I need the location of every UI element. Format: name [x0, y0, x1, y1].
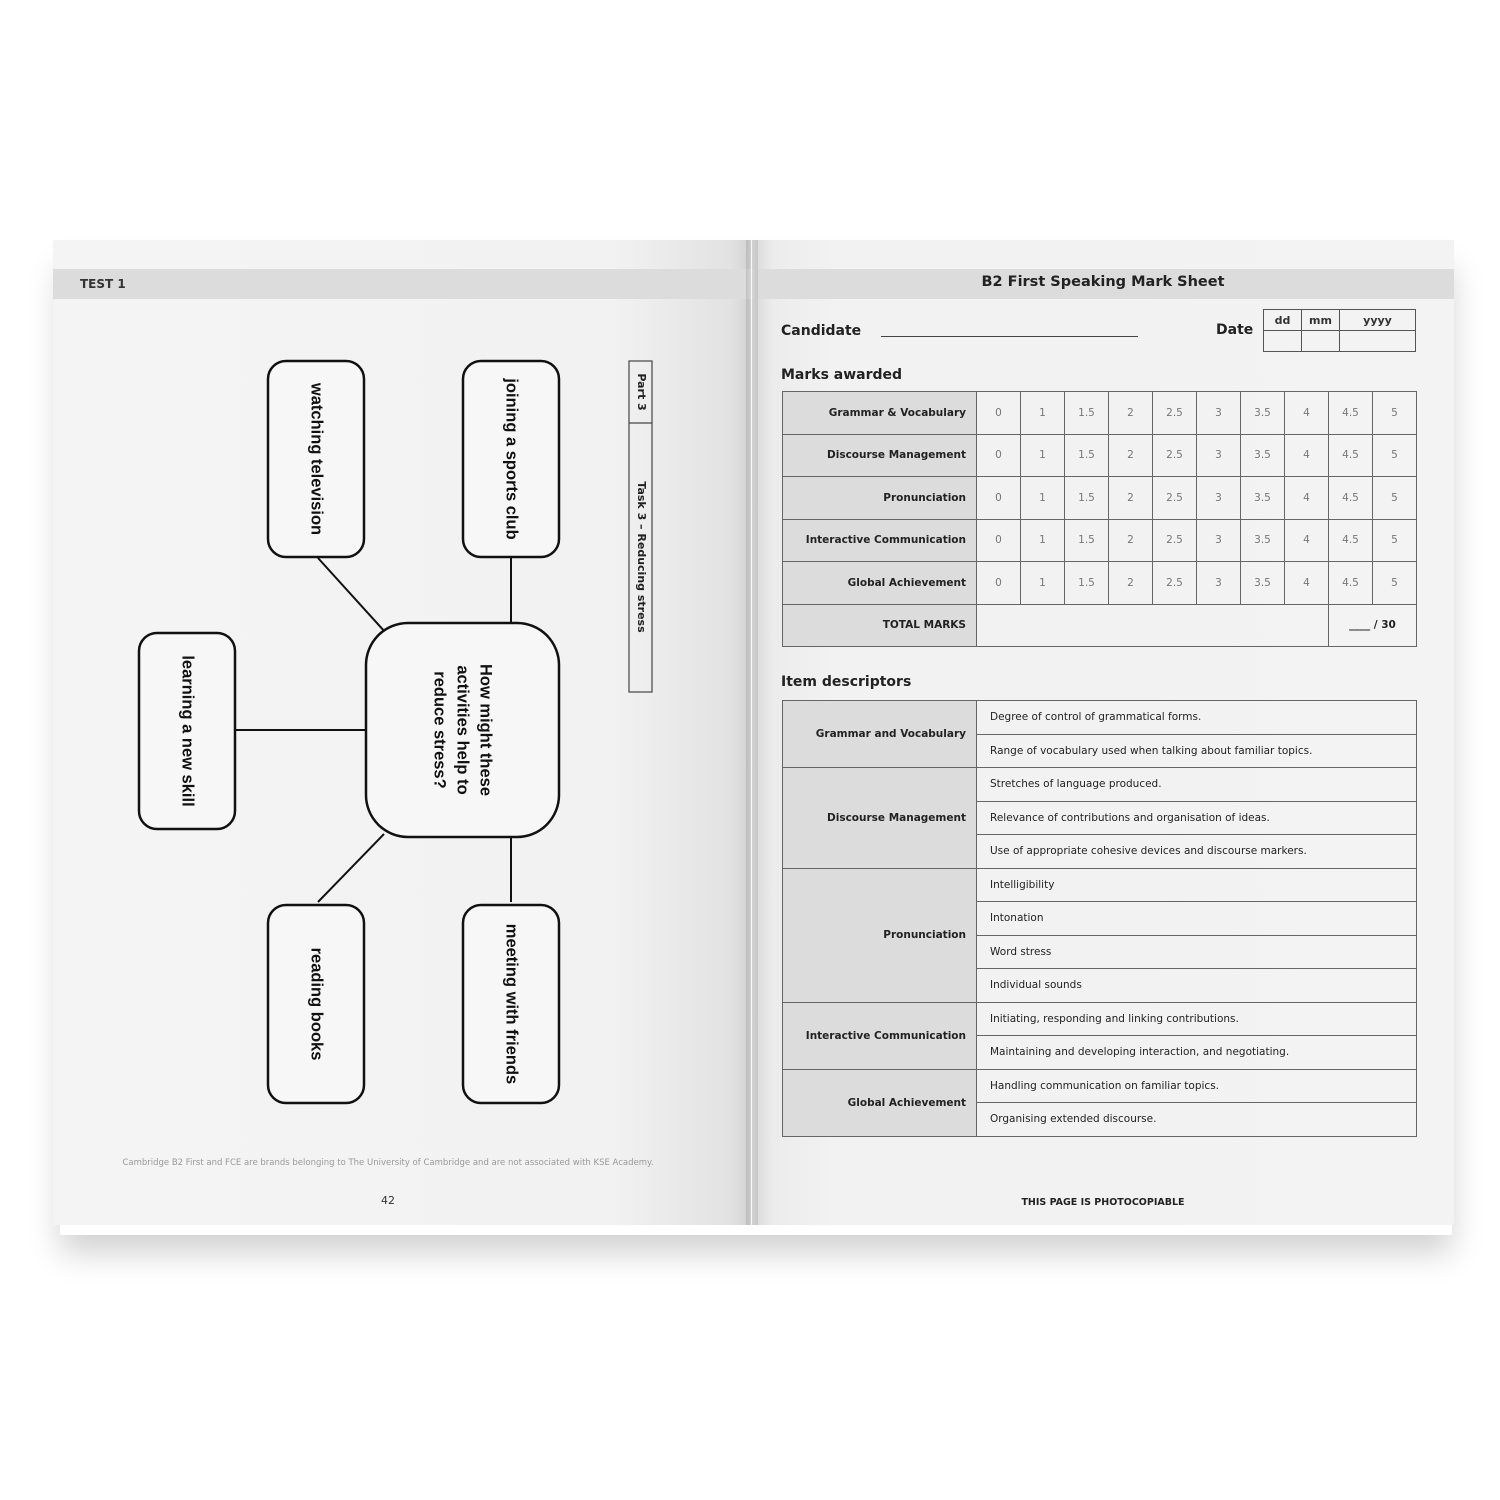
- score-option[interactable]: 2: [1109, 477, 1153, 520]
- photocopiable-notice: THIS PAGE IS PHOTOCOPIABLE: [1021, 1197, 1185, 1208]
- score-option[interactable]: 4: [1285, 477, 1329, 520]
- total-marks-value[interactable]: ____ / 30: [1329, 604, 1417, 647]
- center-question-line-3: reduce stress?: [430, 671, 449, 789]
- descriptor-row: [783, 868, 1417, 902]
- score-option[interactable]: 5: [1373, 392, 1417, 435]
- score-option[interactable]: 1: [1021, 434, 1065, 477]
- marks-row: [783, 477, 1417, 520]
- score-option[interactable]: 4: [1285, 392, 1329, 435]
- score-option[interactable]: 3: [1197, 392, 1241, 435]
- book-spine: [746, 240, 758, 1225]
- descriptor-item: Organising extended discourse.: [977, 1103, 1417, 1137]
- score-option[interactable]: 1: [1021, 477, 1065, 520]
- marks-row: [783, 392, 1417, 435]
- score-option[interactable]: 2.5: [1153, 434, 1197, 477]
- item-descriptors-table: [782, 700, 1417, 1137]
- descriptor-item: Maintaining and developing interaction, and negotiating.: [977, 1036, 1417, 1070]
- descriptor-item: Individual sounds: [977, 969, 1417, 1003]
- candidate-name-field[interactable]: [881, 336, 1138, 337]
- total-blank-cell: [977, 604, 1329, 647]
- score-option[interactable]: 3.5: [1241, 519, 1285, 562]
- score-option[interactable]: 3: [1197, 477, 1241, 520]
- score-option[interactable]: 1: [1021, 562, 1065, 605]
- descriptor-item: Relevance of contributions and organisation of ideas.: [977, 801, 1417, 835]
- mark-sheet-title: B2 First Speaking Mark Sheet: [981, 274, 1225, 290]
- test-label: TEST 1: [80, 277, 126, 291]
- descriptor-category: Grammar and Vocabulary: [783, 701, 977, 768]
- date-fields-table: [1263, 309, 1416, 352]
- total-marks-label: TOTAL MARKS: [783, 604, 977, 647]
- right-header-bar: [752, 269, 1454, 299]
- marks-table: [782, 391, 1417, 647]
- score-option[interactable]: 1.5: [1065, 562, 1109, 605]
- score-option[interactable]: 3: [1197, 562, 1241, 605]
- score-option[interactable]: 0: [977, 562, 1021, 605]
- score-option[interactable]: 0: [977, 392, 1021, 435]
- prompt-bottom-left: reading books: [307, 947, 326, 1061]
- score-option[interactable]: 0: [977, 434, 1021, 477]
- criterion-label: Grammar & Vocabulary: [783, 392, 977, 435]
- score-option[interactable]: 3.5: [1241, 392, 1285, 435]
- descriptor-item: Handling communication on familiar topics.: [977, 1069, 1417, 1103]
- score-option[interactable]: 2.5: [1153, 392, 1197, 435]
- date-label: Date: [1216, 322, 1254, 338]
- score-option[interactable]: 3: [1197, 434, 1241, 477]
- descriptor-item: Degree of control of grammatical forms.: [977, 701, 1417, 735]
- score-option[interactable]: 1.5: [1065, 519, 1109, 562]
- score-option[interactable]: 3: [1197, 519, 1241, 562]
- criterion-label: Pronunciation: [783, 477, 977, 520]
- descriptor-item: Use of appropriate cohesive devices and discourse markers.: [977, 835, 1417, 869]
- descriptor-item: Stretches of language produced.: [977, 768, 1417, 802]
- total-row: [783, 604, 1417, 647]
- marks-row: [783, 434, 1417, 477]
- prompt-left: learning a new skill: [178, 655, 197, 807]
- score-option[interactable]: 4.5: [1329, 519, 1373, 562]
- score-option[interactable]: 4.5: [1329, 434, 1373, 477]
- score-option[interactable]: 1: [1021, 392, 1065, 435]
- descriptor-row: [783, 701, 1417, 735]
- score-option[interactable]: 2.5: [1153, 562, 1197, 605]
- score-option[interactable]: 3.5: [1241, 434, 1285, 477]
- score-option[interactable]: 1: [1021, 519, 1065, 562]
- item-descriptors-title: Item descriptors: [781, 674, 912, 690]
- descriptor-category: Discourse Management: [783, 768, 977, 869]
- score-option[interactable]: 2: [1109, 392, 1153, 435]
- score-option[interactable]: 2.5: [1153, 477, 1197, 520]
- descriptor-item: Intonation: [977, 902, 1417, 936]
- descriptor-item: Range of vocabulary used when talking about familiar topics.: [977, 734, 1417, 768]
- score-option[interactable]: 3.5: [1241, 477, 1285, 520]
- date-day-input[interactable]: [1264, 331, 1302, 352]
- task-label: Task 3 – Reducing stress: [635, 481, 648, 633]
- score-option[interactable]: 5: [1373, 434, 1417, 477]
- score-option[interactable]: 4.5: [1329, 562, 1373, 605]
- criterion-label: Global Achievement: [783, 562, 977, 605]
- date-year-header: yyyy: [1340, 310, 1416, 331]
- prompt-bottom-right: meeting with friends: [502, 923, 521, 1085]
- score-option[interactable]: 5: [1373, 477, 1417, 520]
- marks-row: [783, 519, 1417, 562]
- left-page: [53, 240, 751, 1225]
- mind-map: [53, 240, 751, 1225]
- descriptor-item: Word stress: [977, 935, 1417, 969]
- right-page: [752, 240, 1454, 1225]
- score-option[interactable]: 0: [977, 477, 1021, 520]
- date-month-input[interactable]: [1302, 331, 1340, 352]
- score-option[interactable]: 1.5: [1065, 434, 1109, 477]
- criterion-label: Interactive Communication: [783, 519, 977, 562]
- connector-top-left: [318, 558, 386, 633]
- candidate-label: Candidate: [781, 323, 862, 339]
- trademark-note: Cambridge B2 First and FCE are brands belonging to The University of Cambridge and are not associated with KSE Academy.: [122, 1158, 654, 1168]
- marks-awarded-title: Marks awarded: [781, 367, 903, 383]
- prompt-top-left: watching television: [307, 382, 326, 536]
- descriptor-row: [783, 1002, 1417, 1036]
- descriptor-row: [783, 768, 1417, 802]
- score-option[interactable]: 3.5: [1241, 562, 1285, 605]
- score-option[interactable]: 0: [977, 519, 1021, 562]
- part-label: Part 3: [635, 373, 648, 411]
- descriptor-category: Interactive Communication: [783, 1002, 977, 1069]
- descriptor-row: [783, 1069, 1417, 1103]
- center-question-line-2: activities help to: [453, 665, 472, 795]
- score-option[interactable]: 2: [1109, 434, 1153, 477]
- score-option[interactable]: 2: [1109, 519, 1153, 562]
- score-option[interactable]: 4: [1285, 562, 1329, 605]
- center-question-line-1: How might these: [476, 663, 495, 797]
- score-option[interactable]: 5: [1373, 562, 1417, 605]
- criterion-label: Discourse Management: [783, 434, 977, 477]
- connector-bottom-left: [318, 834, 384, 902]
- score-option[interactable]: 1.5: [1065, 392, 1109, 435]
- score-option[interactable]: 4.5: [1329, 477, 1373, 520]
- date-month-header: mm: [1302, 310, 1340, 331]
- descriptor-category: Global Achievement: [783, 1069, 977, 1136]
- date-day-header: dd: [1264, 310, 1302, 331]
- score-option[interactable]: 4: [1285, 434, 1329, 477]
- score-option[interactable]: 4.5: [1329, 392, 1373, 435]
- page-number: 42: [381, 1194, 395, 1207]
- descriptor-item: Intelligibility: [977, 868, 1417, 902]
- marks-row: [783, 562, 1417, 605]
- score-option[interactable]: 4: [1285, 519, 1329, 562]
- descriptor-item: Initiating, responding and linking contributions.: [977, 1002, 1417, 1036]
- prompt-top-right: joining a sports club: [502, 378, 521, 540]
- score-option[interactable]: 5: [1373, 519, 1417, 562]
- score-option[interactable]: 2: [1109, 562, 1153, 605]
- date-year-input[interactable]: [1340, 331, 1416, 352]
- descriptor-category: Pronunciation: [783, 868, 977, 1002]
- score-option[interactable]: 1.5: [1065, 477, 1109, 520]
- score-option[interactable]: 2.5: [1153, 519, 1197, 562]
